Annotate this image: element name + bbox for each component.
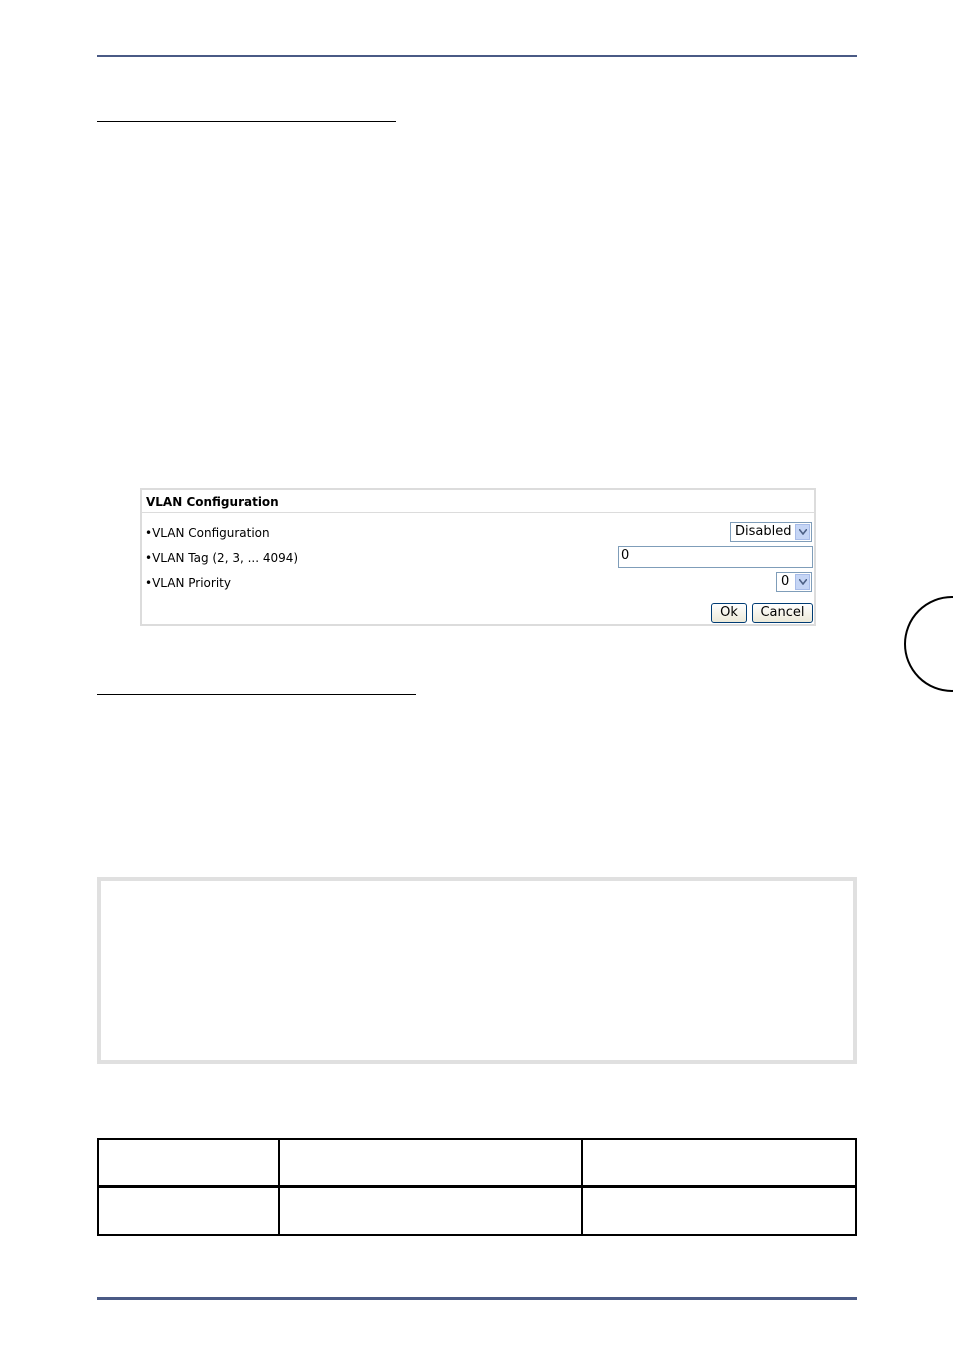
table-cell: [98, 1139, 279, 1187]
vlan-priority-select[interactable]: [776, 572, 812, 592]
section-heading-underline-1: [97, 121, 396, 122]
document-table: [97, 1138, 857, 1236]
vlan-configuration-label: •VLAN Configuration: [145, 526, 270, 540]
table-cell: [582, 1139, 856, 1187]
table-row: [98, 1187, 856, 1236]
table-cell: [582, 1187, 856, 1236]
cancel-button[interactable]: Cancel: [752, 603, 813, 623]
vlan-configuration-panel: [140, 488, 816, 626]
chevron-down-icon[interactable]: [795, 574, 810, 590]
vlan-configuration-select[interactable]: [730, 522, 812, 542]
panel-title: VLAN Configuration: [146, 495, 279, 509]
vlan-priority-label: •VLAN Priority: [145, 576, 231, 590]
table-cell: [98, 1187, 279, 1236]
vlan-tag-input[interactable]: 0: [618, 546, 813, 568]
table-cell: [279, 1187, 582, 1236]
vlan-tag-label: •VLAN Tag (2, 3, ... 4094): [145, 551, 299, 565]
header-rule: [97, 55, 857, 57]
ok-button[interactable]: Ok: [711, 603, 747, 623]
note-box: [97, 877, 857, 1064]
table-cell: [279, 1139, 582, 1187]
vlan-configuration-value: Disabled: [735, 524, 792, 539]
section-heading-underline-2: [97, 694, 416, 695]
table-row: [98, 1139, 856, 1187]
panel-title-divider: [142, 512, 814, 513]
footer-rule: [97, 1297, 857, 1300]
chapter-side-tab: [904, 596, 953, 692]
vlan-priority-value: 0: [781, 574, 790, 589]
chevron-down-icon[interactable]: [795, 524, 810, 540]
